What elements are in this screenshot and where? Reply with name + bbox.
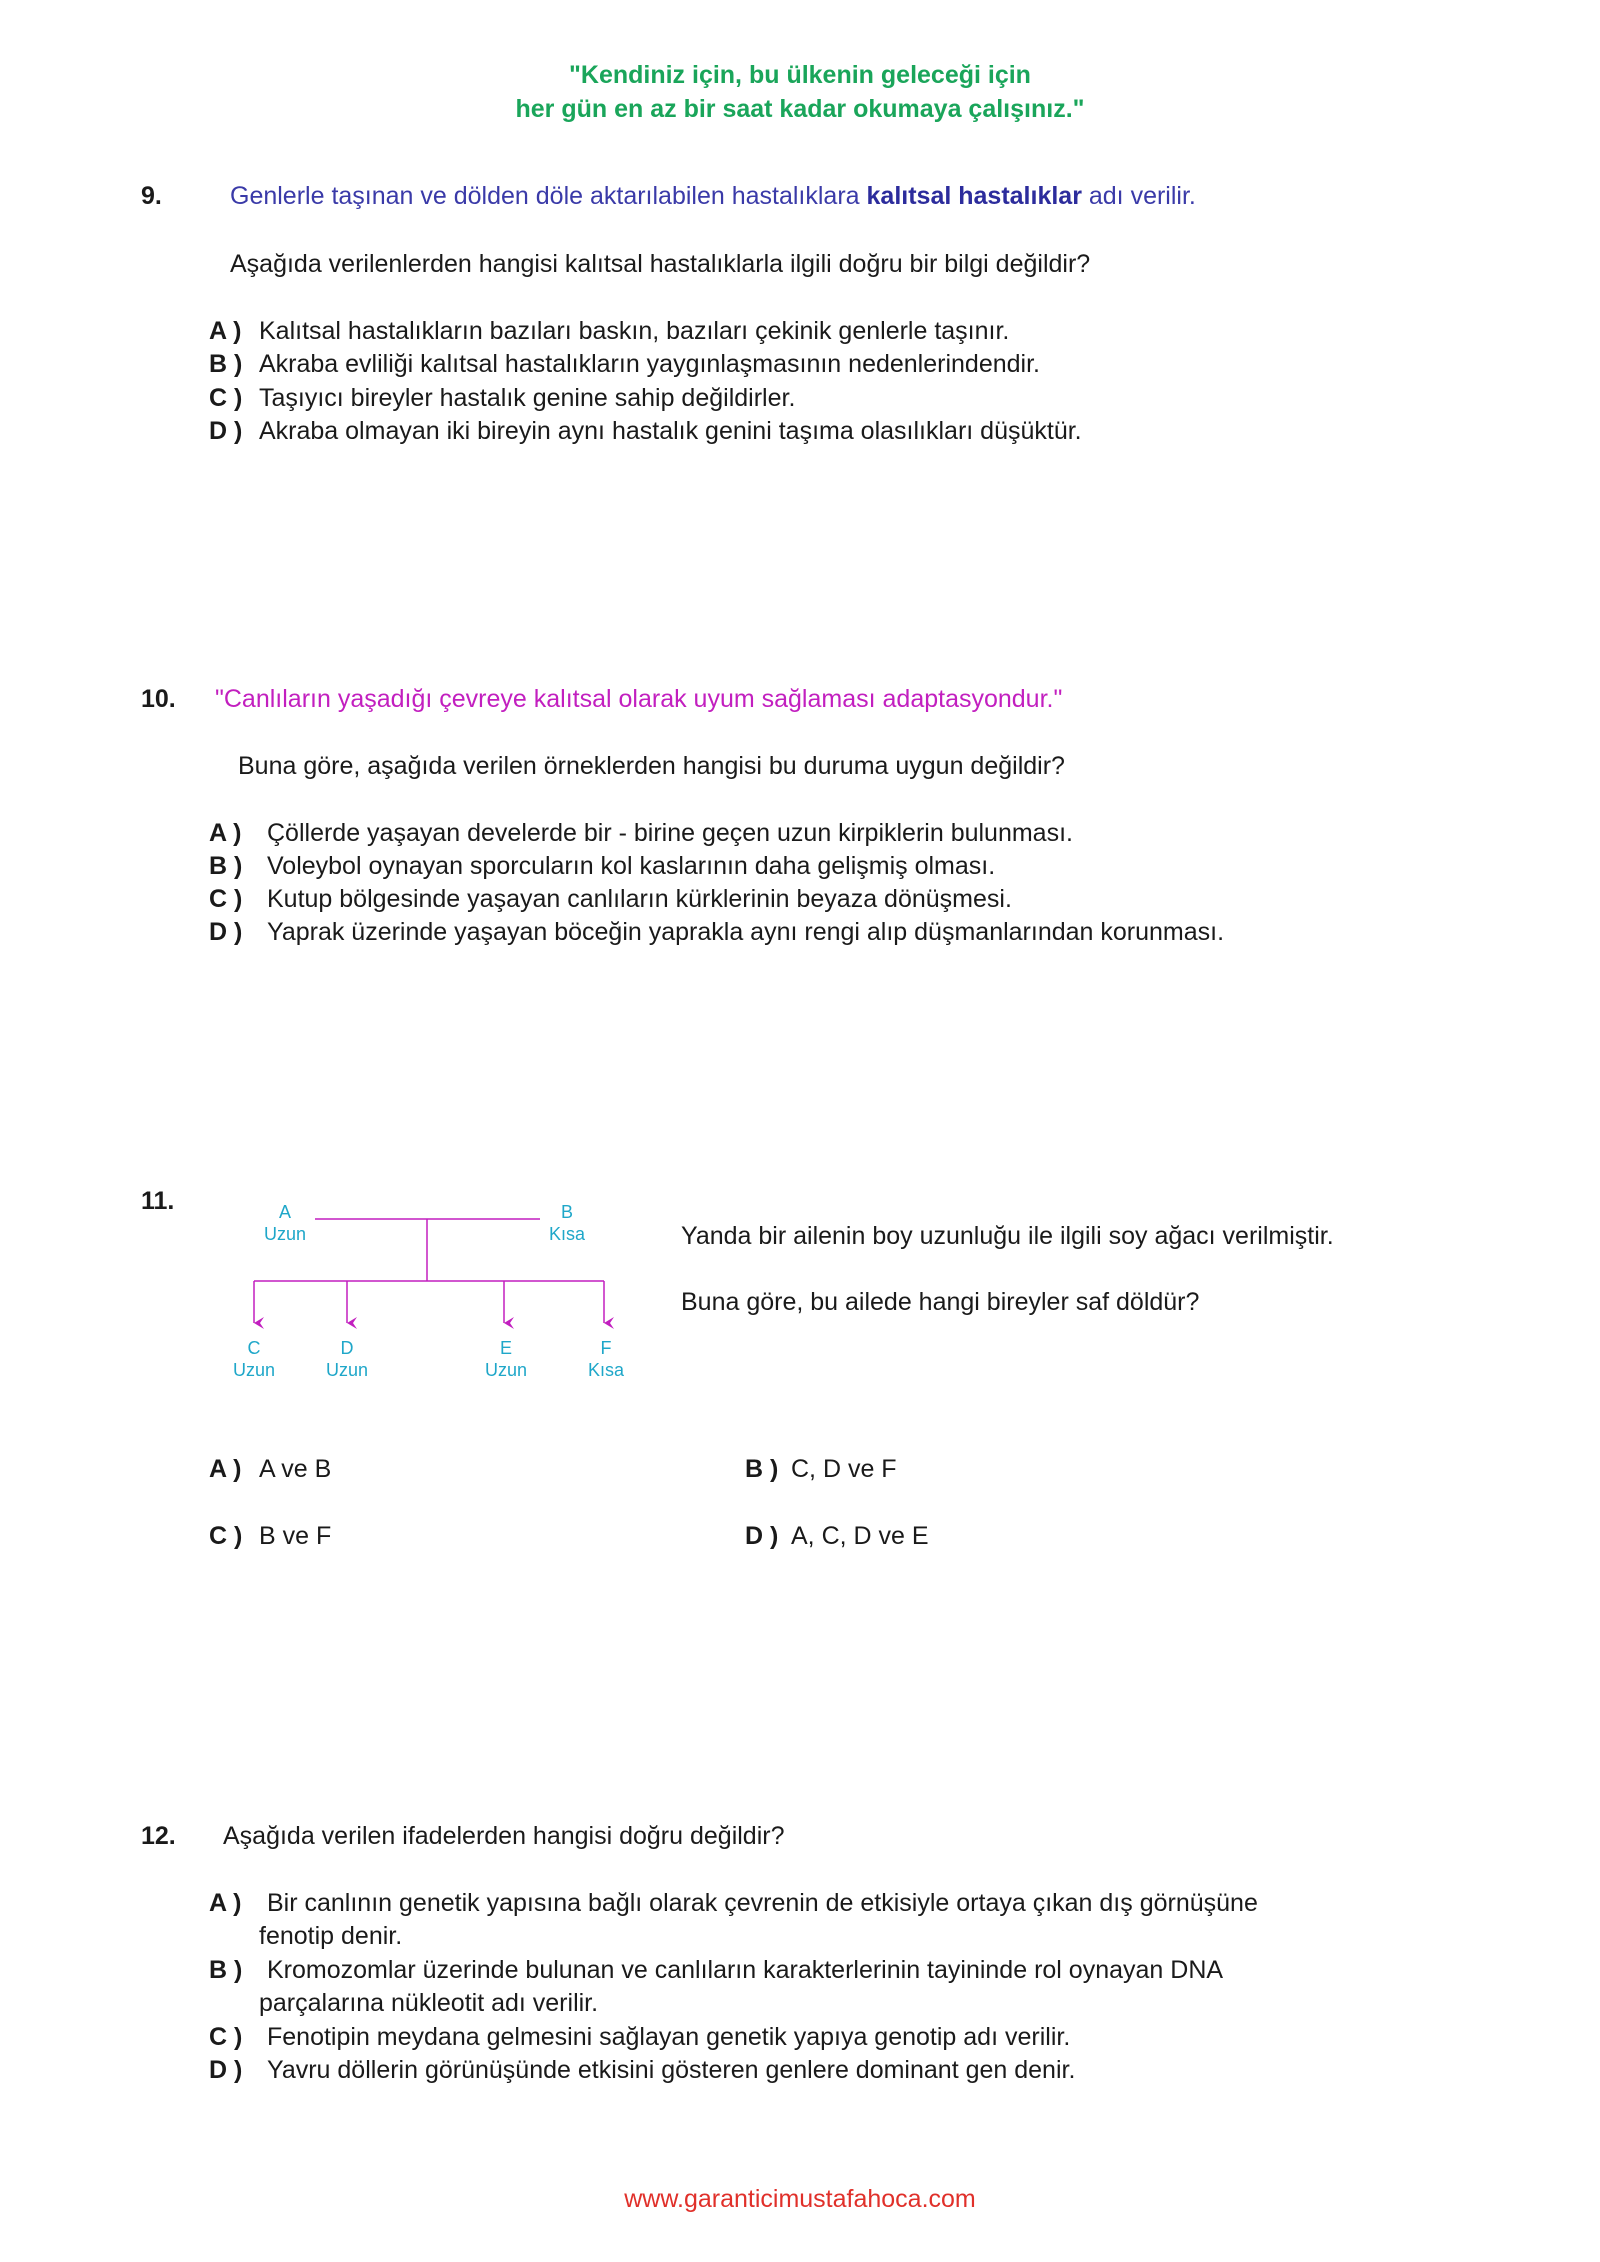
individual-name: C: [247, 1338, 261, 1358]
option-b-letter: B ): [209, 852, 243, 880]
question-number: 11.: [141, 1187, 175, 1215]
individual-trait: Uzun: [232, 1360, 276, 1380]
pedigree-individual-a: [245, 1201, 325, 1245]
question-number: 10.: [141, 685, 176, 713]
option-b-letter: B ): [745, 1455, 779, 1483]
option-c-letter: C ): [209, 384, 243, 412]
option-d-letter: D ): [209, 2056, 243, 2084]
pedigree-individual-f: [566, 1337, 646, 1381]
option-d-text: A, C, D ve E: [791, 1522, 929, 1550]
option-b-text-line-1: Kromozomlar üzerinde bulunan ve canlıların karakterlerinin tayininde rol oynayan DNA: [267, 1956, 1224, 1984]
option-d-letter: D ): [209, 918, 243, 946]
option-b-letter: B ): [209, 1956, 243, 1984]
question-number: 9.: [141, 182, 162, 210]
option-c-letter: C ): [209, 1522, 243, 1550]
question-description: Yanda bir ailenin boy uzunluğu ile ilgili soy ağacı verilmiştir.: [681, 1222, 1334, 1250]
pedigree-individual-e: [466, 1337, 546, 1381]
option-b-text: Voleybol oynayan sporcuların kol kaslarının daha gelişmiş olması.: [267, 852, 996, 880]
option-a-text-line-2: fenotip denir.: [259, 1922, 403, 1950]
pedigree-individual-d: [307, 1337, 387, 1381]
option-a-letter: A ): [209, 317, 242, 345]
individual-trait: Kısa: [587, 1360, 625, 1380]
individual-name: A: [278, 1202, 291, 1222]
question-stem: Aşağıda verilen ifadelerden hangisi doğru değildir?: [223, 1822, 785, 1850]
intro-bold-term: kalıtsal hastalıklar: [866, 182, 1082, 210]
option-a-text-line-1: Bir canlının genetik yapısına bağlı olarak çevrenin de etkisiyle ortaya çıkan dış görnüşüne: [267, 1889, 1258, 1917]
intro-text-end: adı verilir.: [1081, 182, 1196, 210]
option-c-letter: C ): [209, 885, 243, 913]
individual-trait: Kısa: [548, 1224, 586, 1244]
pedigree-individual-b: [527, 1201, 607, 1245]
question-stem: Buna göre, bu ailede hangi bireyler saf döldür?: [681, 1288, 1200, 1316]
option-d-text: Yaprak üzerinde yaşayan böceğin yaprakla aynı rengi alıp düşmanlarından korunması.: [267, 918, 1225, 946]
option-d-text: Akraba olmayan iki bireyin aynı hastalık genini taşıma olasılıkları düşüktür.: [259, 417, 1082, 445]
option-a-letter: A ): [209, 1889, 242, 1917]
option-a-letter: A ): [209, 1455, 242, 1483]
individual-name: B: [560, 1202, 573, 1222]
option-b-text: Akraba evliliği kalıtsal hastalıkların yaygınlaşmasının nedenlerindendir.: [259, 350, 1040, 378]
option-d-text: Yavru döllerin görünüşünde etkisini gösteren genlere dominant gen denir.: [267, 2056, 1076, 2084]
header-motto-line-2: her gün en az bir saat kadar okumaya çalışınız.": [515, 95, 1085, 123]
individual-name: F: [600, 1338, 612, 1358]
option-b-letter: B ): [209, 350, 243, 378]
option-a-text: A ve B: [259, 1455, 332, 1483]
option-b-text: C, D ve F: [791, 1455, 897, 1483]
option-a-letter: A ): [209, 819, 242, 847]
question-number: 12.: [141, 1822, 176, 1850]
option-a-text: Kalıtsal hastalıkların bazıları baskın, bazıları çekinik genlerle taşınır.: [259, 317, 1010, 345]
option-c-text: Fenotipin meydana gelmesini sağlayan genetik yapıya genotip adı verilir.: [267, 2023, 1071, 2051]
option-c-text: B ve F: [259, 1522, 332, 1550]
intro-text: Genlerle taşınan ve dölden döle aktarılabilen hastalıklara: [230, 182, 867, 210]
option-d-letter: D ): [745, 1522, 779, 1550]
option-d-letter: D ): [209, 417, 243, 445]
footer-website-link[interactable]: www.garanticimustafahoca.com: [624, 2185, 976, 2213]
pedigree-individual-c: [214, 1337, 294, 1381]
individual-trait: Uzun: [263, 1224, 307, 1244]
option-b-text-line-2: parçalarına nükleotit adı verilir.: [259, 1989, 599, 2017]
individual-name: E: [499, 1338, 512, 1358]
header-motto-line-1: "Kendiniz için, bu ülkenin geleceği için: [569, 61, 1031, 89]
question-stem: Aşağıda verilenlerden hangisi kalıtsal hastalıklarla ilgili doğru bir bilgi değildir?: [230, 250, 1091, 278]
option-c-text: Taşıyıcı bireyler hastalık genine sahip değildirler.: [259, 384, 796, 412]
question-quote: "Canlıların yaşadığı çevreye kalıtsal olarak uyum sağlaması adaptasyondur.": [215, 685, 1063, 713]
question-stem: Buna göre, aşağıda verilen örneklerden hangisi bu duruma uygun değildir?: [238, 752, 1065, 780]
option-c-text: Kutup bölgesinde yaşayan canlıların kürklerinin beyaza dönüşmesi.: [267, 885, 1012, 913]
individual-trait: Uzun: [484, 1360, 528, 1380]
option-c-letter: C ): [209, 2023, 243, 2051]
individual-name: D: [340, 1338, 354, 1358]
option-a-text: Çöllerde yaşayan develerde bir - birine geçen uzun kirpiklerin bulunması.: [267, 819, 1073, 847]
individual-trait: Uzun: [325, 1360, 369, 1380]
